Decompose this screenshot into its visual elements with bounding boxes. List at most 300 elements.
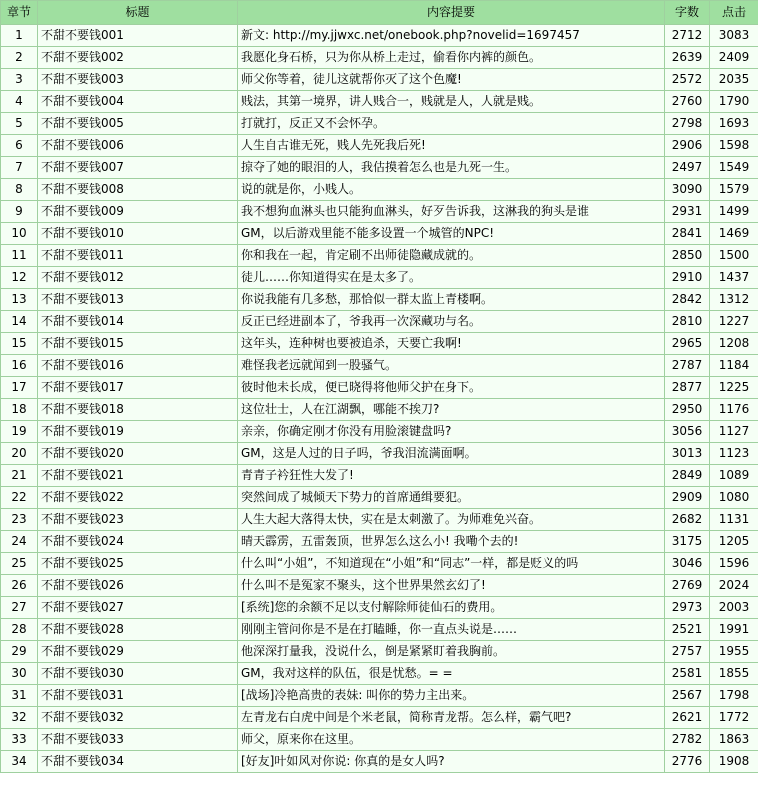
chapter-number-cell: [1, 443, 38, 465]
chapter-number: 9: [15, 204, 23, 218]
chapter-title-link[interactable]: 不甜不要钱012: [41, 270, 124, 284]
chapter-title-link[interactable]: 不甜不要钱032: [41, 710, 124, 724]
chapter-title-link-cell: [38, 399, 238, 421]
chapter-title-link-cell: [38, 443, 238, 465]
word-count: 2776: [671, 754, 703, 768]
chapter-title-link[interactable]: 不甜不要钱013: [41, 292, 124, 306]
word-count: 2639: [671, 50, 703, 64]
click-count-cell: [710, 135, 758, 157]
click-count: 1184: [718, 358, 750, 372]
chapter-number-cell: [1, 553, 38, 575]
chapter-summary-cell: [238, 47, 665, 69]
table-row[interactable]: [1, 685, 758, 707]
chapter-summary-cell: [238, 245, 665, 267]
table-row[interactable]: [1, 465, 758, 487]
chapter-title-link-cell: [38, 531, 238, 553]
chapter-title-link-cell: [38, 267, 238, 289]
word-count-cell: [665, 25, 710, 47]
chapter-number: 12: [11, 270, 27, 284]
click-count-cell: [710, 619, 758, 641]
table-row[interactable]: [1, 113, 758, 135]
click-count: 1908: [718, 754, 750, 768]
chapter-title-link-cell: [38, 47, 238, 69]
chapter-title-link-cell: [38, 641, 238, 663]
chapter-summary-cell: [238, 25, 665, 47]
chapter-summary: 徒儿……你知道得实在是太多了。: [241, 270, 422, 284]
chapter-number: 18: [11, 402, 27, 416]
table-row[interactable]: [1, 25, 758, 47]
chapter-summary-cell: [238, 113, 665, 135]
header-word-count: 字数: [665, 1, 710, 25]
word-count: 2567: [671, 688, 703, 702]
chapter-title-link-cell: [38, 25, 238, 47]
chapter-summary: 他深深打量我，没说什么，倒是紧紧盯着我胸前。: [241, 644, 506, 658]
chapter-summary: 刚刚主管问你是不是在打瞌睡，你一直点头说是……: [241, 622, 518, 636]
click-count-cell: [710, 289, 758, 311]
word-count: 2849: [671, 468, 703, 482]
click-count-cell: [710, 443, 758, 465]
chapter-summary: [系统]您的余额不足以支付解除师徒仙石的费用。: [241, 600, 503, 614]
word-count: 2760: [671, 94, 703, 108]
chapter-title-link[interactable]: 不甜不要钱014: [41, 314, 124, 328]
word-count: 2810: [671, 314, 703, 328]
chapter-title-link[interactable]: 不甜不要钱031: [41, 688, 124, 702]
word-count-cell: [665, 47, 710, 69]
chapter-title-link[interactable]: 不甜不要钱015: [41, 336, 124, 350]
table-header: [1, 1, 758, 25]
click-count-cell: [710, 729, 758, 751]
chapter-summary: 青青子衿狂性大发了!: [241, 468, 354, 482]
word-count: 2497: [671, 160, 703, 174]
chapter-number-cell: [1, 69, 38, 91]
chapter-number: 15: [11, 336, 27, 350]
chapter-title-link[interactable]: 不甜不要钱007: [41, 160, 124, 174]
chapter-summary-cell: [238, 575, 665, 597]
chapter-title-link[interactable]: 不甜不要钱024: [41, 534, 124, 548]
click-count: 1127: [718, 424, 750, 438]
chapter-number-cell: [1, 289, 38, 311]
table-row[interactable]: [1, 91, 758, 113]
chapter-title-link-cell: [38, 355, 238, 377]
click-count: 1499: [718, 204, 750, 218]
chapter-number-cell: [1, 641, 38, 663]
chapter-number: 11: [11, 248, 27, 262]
chapter-summary-cell: [238, 443, 665, 465]
chapter-title-link[interactable]: 不甜不要钱010: [41, 226, 124, 240]
word-count-cell: [665, 399, 710, 421]
click-count-cell: [710, 355, 758, 377]
chapter-number-cell: [1, 267, 38, 289]
word-count: 2572: [671, 72, 703, 86]
chapter-number: 19: [11, 424, 27, 438]
click-count: 1208: [718, 336, 750, 350]
table-row[interactable]: [1, 311, 758, 333]
word-count: 3090: [671, 182, 703, 196]
chapter-number: 31: [11, 688, 27, 702]
word-count-cell: [665, 619, 710, 641]
click-count-cell: [710, 597, 758, 619]
chapter-summary-cell: [238, 619, 665, 641]
chapter-title-link[interactable]: 不甜不要钱027: [41, 600, 124, 614]
chapter-number: 13: [11, 292, 27, 306]
chapter-summary: 贱法，其第一境界，讲人贱合一，贱就是人，人就是贱。: [241, 94, 542, 108]
chapter-title-link[interactable]: 不甜不要钱019: [41, 424, 124, 438]
chapter-title-link[interactable]: 不甜不要钱017: [41, 380, 124, 394]
word-count-cell: [665, 751, 710, 773]
click-count: 1123: [718, 446, 750, 460]
chapter-number: 20: [11, 446, 27, 460]
chapter-number-cell: [1, 113, 38, 135]
chapter-number: 14: [11, 314, 27, 328]
chapter-title-link[interactable]: 不甜不要钱011: [41, 248, 124, 262]
chapter-title-link-cell: [38, 553, 238, 575]
click-count-cell: [710, 553, 758, 575]
chapter-title-link-cell: [38, 707, 238, 729]
click-count-cell: [710, 179, 758, 201]
click-count-cell: [710, 531, 758, 553]
click-count: 1500: [718, 248, 750, 262]
word-count: 2842: [671, 292, 703, 306]
table-row[interactable]: [1, 575, 758, 597]
chapter-title-link[interactable]: 不甜不要钱016: [41, 358, 124, 372]
table-row[interactable]: [1, 47, 758, 69]
word-count: 3175: [671, 534, 703, 548]
chapter-summary-cell: [238, 399, 665, 421]
word-count: 2965: [671, 336, 703, 350]
table-row[interactable]: [1, 245, 758, 267]
chapter-number-cell: [1, 509, 38, 531]
chapter-number: 4: [15, 94, 23, 108]
chapter-number: 32: [11, 710, 27, 724]
chapter-title-link-cell: [38, 223, 238, 245]
table-row[interactable]: [1, 443, 758, 465]
chapter-title-link-cell: [38, 619, 238, 641]
word-count: 2787: [671, 358, 703, 372]
word-count-cell: [665, 311, 710, 333]
word-count-cell: [665, 289, 710, 311]
chapter-summary-cell: [238, 289, 665, 311]
click-count-cell: [710, 751, 758, 773]
click-count-cell: [710, 157, 758, 179]
chapter-title-link[interactable]: 不甜不要钱020: [41, 446, 124, 460]
word-count: 2682: [671, 512, 703, 526]
click-count: 1089: [718, 468, 750, 482]
chapter-summary: 什么叫不是冤家不聚头，这个世界果然玄幻了!: [241, 578, 486, 592]
chapter-number: 8: [15, 182, 23, 196]
chapter-title-link-cell: [38, 91, 238, 113]
chapter-number-cell: [1, 663, 38, 685]
chapter-summary: GM，以后游戏里能不能多设置一个城管的NPC!: [241, 226, 495, 240]
word-count: 3046: [671, 556, 703, 570]
word-count: 2931: [671, 204, 703, 218]
word-count-cell: [665, 487, 710, 509]
word-count-cell: [665, 267, 710, 289]
chapter-title-link[interactable]: 不甜不要钱029: [41, 644, 124, 658]
chapter-summary-cell: [238, 487, 665, 509]
click-count-cell: [710, 69, 758, 91]
table-row[interactable]: [1, 487, 758, 509]
table-row[interactable]: [1, 157, 758, 179]
chapter-summary: 你说我能有几多愁，那恰似一群太监上青楼啊。: [241, 292, 494, 306]
click-count: 1991: [718, 622, 750, 636]
click-count-cell: [710, 685, 758, 707]
chapter-summary-cell: [238, 355, 665, 377]
chapter-title-link-cell: [38, 333, 238, 355]
click-count-cell: [710, 311, 758, 333]
chapter-summary-cell: [238, 663, 665, 685]
table-row[interactable]: [1, 377, 758, 399]
word-count-cell: [665, 685, 710, 707]
word-count-cell: [665, 641, 710, 663]
table-row[interactable]: [1, 355, 758, 377]
table-body: [1, 25, 758, 773]
chapter-summary-cell: [238, 157, 665, 179]
chapter-title-link[interactable]: 不甜不要钱002: [41, 50, 124, 64]
word-count-cell: [665, 333, 710, 355]
chapter-summary-cell: [238, 597, 665, 619]
chapter-number-cell: [1, 531, 38, 553]
click-count-cell: [710, 201, 758, 223]
click-count-cell: [710, 707, 758, 729]
word-count: 2769: [671, 578, 703, 592]
chapter-summary-cell: [238, 377, 665, 399]
chapter-title-link-cell: [38, 135, 238, 157]
chapter-summary-cell: [238, 685, 665, 707]
table-row[interactable]: [1, 751, 758, 773]
table-row[interactable]: [1, 553, 758, 575]
table-row[interactable]: [1, 641, 758, 663]
chapter-number-cell: [1, 729, 38, 751]
chapter-summary: 打就打，反正又不会怀孕。: [241, 116, 386, 130]
chapter-summary: 师父你等着，徒儿这就帮你灭了这个色魔!: [241, 72, 462, 86]
chapter-title-link[interactable]: 不甜不要钱023: [41, 512, 124, 526]
word-count-cell: [665, 355, 710, 377]
chapter-number-cell: [1, 685, 38, 707]
table-row[interactable]: [1, 707, 758, 729]
chapter-summary: GM，这是人过的日子吗，爷我泪流满面啊。: [241, 446, 477, 460]
chapter-title-link-cell: [38, 69, 238, 91]
word-count: 2782: [671, 732, 703, 746]
table-row[interactable]: [1, 135, 758, 157]
table-row[interactable]: [1, 399, 758, 421]
word-count-cell: [665, 223, 710, 245]
chapter-summary: 彼时他未长成，便已晓得将他师父护在身下。: [241, 380, 482, 394]
chapter-summary-cell: [238, 553, 665, 575]
chapter-summary: 这年头，连种树也要被追杀，天要亡我啊!: [241, 336, 462, 350]
chapter-summary-cell: [238, 267, 665, 289]
click-count: 1579: [718, 182, 750, 196]
chapter-title-link[interactable]: 不甜不要钱009: [41, 204, 124, 218]
table-row[interactable]: [1, 619, 758, 641]
chapter-number-cell: [1, 465, 38, 487]
chapter-title-link[interactable]: 不甜不要钱033: [41, 732, 124, 746]
chapter-summary: 突然间成了城倾天下势力的首席通缉要犯。: [241, 490, 470, 504]
chapter-number: 27: [11, 600, 27, 614]
chapter-title-link-cell: [38, 377, 238, 399]
chapter-title-link-cell: [38, 487, 238, 509]
word-count-cell: [665, 729, 710, 751]
word-count-cell: [665, 69, 710, 91]
word-count-cell: [665, 135, 710, 157]
word-count-cell: [665, 509, 710, 531]
chapter-summary: 难怪我老远就闻到一股骚气。: [241, 358, 398, 372]
chapter-title-link-cell: [38, 311, 238, 333]
table-row[interactable]: [1, 179, 758, 201]
click-count: 1790: [718, 94, 750, 108]
chapter-title-link-cell: [38, 597, 238, 619]
chapter-summary-cell: [238, 421, 665, 443]
chapter-number: 30: [11, 666, 27, 680]
chapter-number-cell: [1, 223, 38, 245]
chapter-summary: 你和我在一起，肯定刷不出师徒隐藏成就的。: [241, 248, 482, 262]
chapter-summary: 人生大起大落得太快，实在是太刺激了。为师难免兴奋。: [241, 512, 542, 526]
chapter-number-cell: [1, 421, 38, 443]
click-count: 1312: [718, 292, 750, 306]
word-count-cell: [665, 245, 710, 267]
chapter-title-link[interactable]: 不甜不要钱018: [41, 402, 124, 416]
chapter-number-cell: [1, 91, 38, 113]
chapter-summary: 掠夺了她的眼泪的人，我估摸着怎么也是九死一生。: [241, 160, 518, 174]
chapter-summary: 新文: http://my.jjwxc.net/onebook.php?novelid=1697457: [241, 28, 580, 42]
chapter-number: 3: [15, 72, 23, 86]
chapter-summary-cell: [238, 201, 665, 223]
chapter-title-link[interactable]: 不甜不要钱004: [41, 94, 124, 108]
word-count: 2841: [671, 226, 703, 240]
click-count-cell: [710, 663, 758, 685]
word-count: 2950: [671, 402, 703, 416]
table-row[interactable]: [1, 421, 758, 443]
word-count: 2850: [671, 248, 703, 262]
click-count: 1693: [718, 116, 750, 130]
chapter-summary: 说的就是你，小贱人。: [241, 182, 362, 196]
click-count: 1080: [718, 490, 750, 504]
click-count: 2409: [718, 50, 750, 64]
word-count-cell: [665, 597, 710, 619]
word-count-cell: [665, 531, 710, 553]
table-row[interactable]: [1, 509, 758, 531]
table-row[interactable]: [1, 597, 758, 619]
chapter-title-link[interactable]: 不甜不要钱006: [41, 138, 124, 152]
table-row[interactable]: [1, 663, 758, 685]
click-count-cell: [710, 25, 758, 47]
chapter-number: 33: [11, 732, 27, 746]
word-count-cell: [665, 553, 710, 575]
chapter-summary: GM，我对这样的队伍，很是忧愁。= =: [241, 666, 453, 680]
table-row[interactable]: [1, 729, 758, 751]
chapter-title-link-cell: [38, 509, 238, 531]
chapter-title-link[interactable]: 不甜不要钱001: [41, 28, 124, 42]
chapter-summary-cell: [238, 179, 665, 201]
chapter-number-cell: [1, 333, 38, 355]
word-count: 2877: [671, 380, 703, 394]
word-count: 2973: [671, 600, 703, 614]
chapter-summary-cell: [238, 641, 665, 663]
click-count: 1596: [718, 556, 750, 570]
chapter-number: 5: [15, 116, 23, 130]
word-count-cell: [665, 575, 710, 597]
chapter-number: 7: [15, 160, 23, 174]
word-count-cell: [665, 157, 710, 179]
table-row[interactable]: [1, 267, 758, 289]
click-count: 1225: [718, 380, 750, 394]
click-count-cell: [710, 487, 758, 509]
chapter-summary-cell: [238, 311, 665, 333]
chapter-summary: 我不想狗血淋头也只能狗血淋头，好歹告诉我，这淋我的狗头是谁: [241, 204, 590, 218]
chapter-number-cell: [1, 179, 38, 201]
click-count-cell: [710, 641, 758, 663]
word-count-cell: [665, 201, 710, 223]
chapter-number: 10: [11, 226, 27, 240]
chapter-number-cell: [1, 377, 38, 399]
chapter-title-link-cell: [38, 729, 238, 751]
click-count: 2024: [718, 578, 750, 592]
word-count-cell: [665, 113, 710, 135]
chapter-title-link[interactable]: 不甜不要钱030: [41, 666, 124, 680]
chapter-summary: 这位壮士，人在江湖飘，哪能不挨刀?: [241, 402, 440, 416]
word-count-cell: [665, 91, 710, 113]
chapter-summary-cell: [238, 751, 665, 773]
word-count: 2906: [671, 138, 703, 152]
chapter-number: 21: [11, 468, 27, 482]
click-count: 1772: [718, 710, 750, 724]
chapter-title-link[interactable]: 不甜不要钱034: [41, 754, 124, 768]
chapter-title-link[interactable]: 不甜不要钱003: [41, 72, 124, 86]
chapter-title-link[interactable]: 不甜不要钱022: [41, 490, 124, 504]
chapter-title-link[interactable]: 不甜不要钱008: [41, 182, 124, 196]
table-row[interactable]: [1, 531, 758, 553]
table-row[interactable]: [1, 201, 758, 223]
click-count: 1955: [718, 644, 750, 658]
chapter-title-link-cell: [38, 245, 238, 267]
chapter-summary-cell: [238, 531, 665, 553]
chapter-summary: 人生自古谁无死，贱人先死我后死!: [241, 138, 426, 152]
chapter-summary-cell: [238, 707, 665, 729]
chapter-title-link-cell: [38, 421, 238, 443]
chapter-title-link[interactable]: 不甜不要钱026: [41, 578, 124, 592]
word-count: 3013: [671, 446, 703, 460]
table-row[interactable]: [1, 289, 758, 311]
word-count: 2581: [671, 666, 703, 680]
click-count-cell: [710, 575, 758, 597]
chapter-number-cell: [1, 751, 38, 773]
table-row[interactable]: [1, 223, 758, 245]
click-count-cell: [710, 113, 758, 135]
chapter-title-link[interactable]: 不甜不要钱021: [41, 468, 124, 482]
chapter-title-link-cell: [38, 179, 238, 201]
chapter-number-cell: [1, 311, 38, 333]
word-count: 2910: [671, 270, 703, 284]
table-row[interactable]: [1, 333, 758, 355]
chapter-title-link[interactable]: 不甜不要钱028: [41, 622, 124, 636]
chapter-summary: 什么叫“小姐”，不知道现在“小姐”和“同志”一样，都是贬义的吗: [241, 556, 579, 570]
word-count-cell: [665, 421, 710, 443]
word-count: 3056: [671, 424, 703, 438]
click-count: 1469: [718, 226, 750, 240]
table-row[interactable]: [1, 69, 758, 91]
chapter-number: 22: [11, 490, 27, 504]
chapter-number-cell: [1, 355, 38, 377]
click-count: 1176: [718, 402, 750, 416]
click-count: 1549: [718, 160, 750, 174]
chapter-title-link[interactable]: 不甜不要钱005: [41, 116, 124, 130]
chapter-summary: 亲亲，你确定刚才你没有用脸滚键盘吗?: [241, 424, 452, 438]
word-count-cell: [665, 179, 710, 201]
word-count-cell: [665, 377, 710, 399]
chapter-number: 28: [11, 622, 27, 636]
chapter-number-cell: [1, 201, 38, 223]
click-count: 1855: [718, 666, 750, 680]
chapter-title-link[interactable]: 不甜不要钱025: [41, 556, 124, 570]
